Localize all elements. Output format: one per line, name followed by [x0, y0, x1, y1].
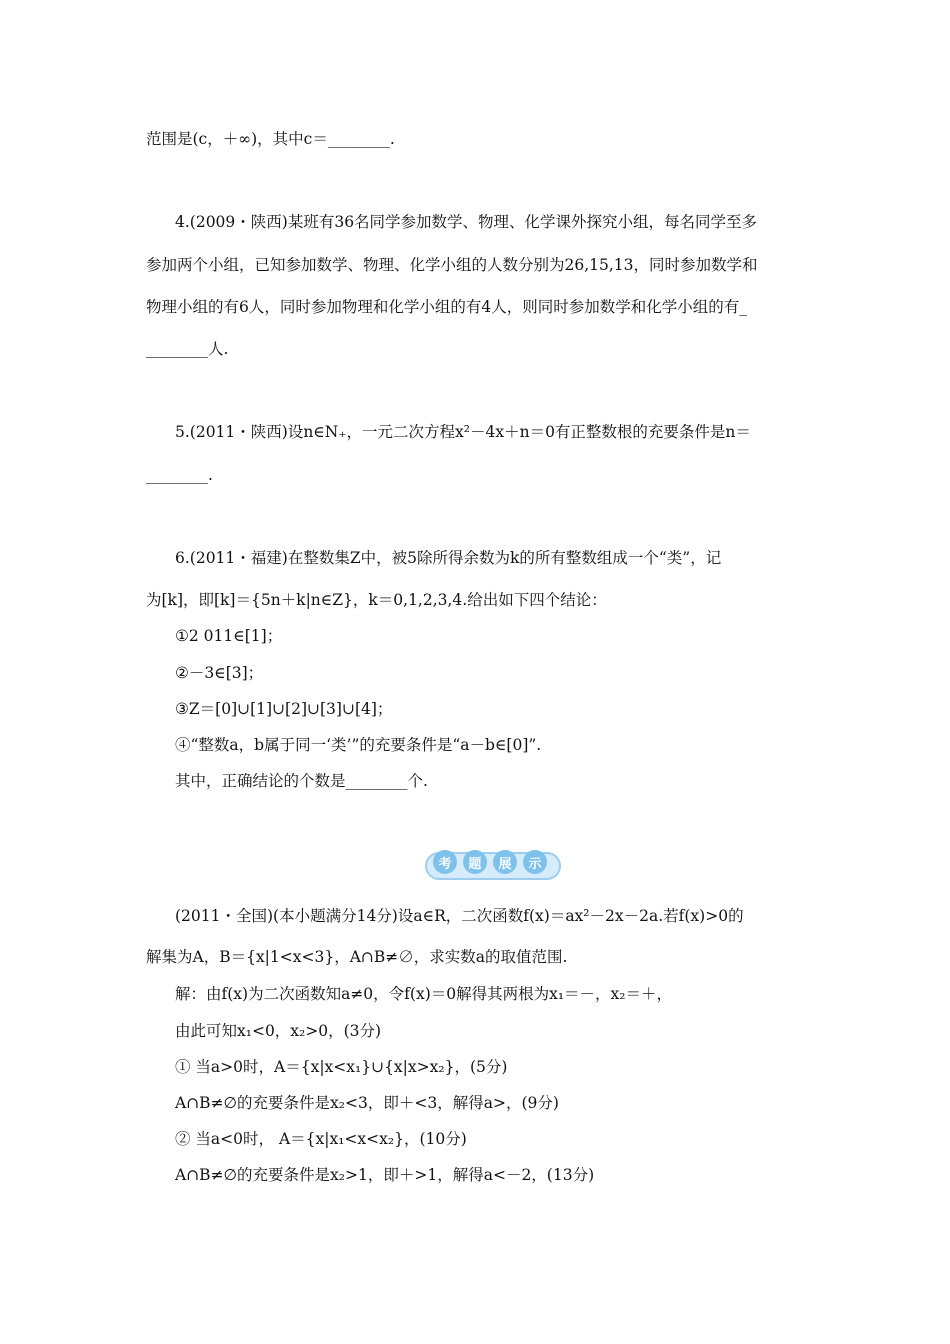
question-5-line: ________.: [146, 466, 213, 484]
question-6-option: ①2 011∈[1]；: [175, 627, 283, 645]
banner-char: 示: [523, 850, 547, 874]
question-4-line: ________人.: [146, 340, 229, 358]
question-5-line: 5.(2011・陕西)设n∈N₊，一元二次方程x²－4x＋n＝0有正整数根的充要条件是n＝: [175, 423, 751, 441]
question-4-line: 参加两个小组，已知参加数学、物理、化学小组的人数分别为26,15,13，同时参加数学和: [146, 256, 758, 274]
banner-char: 展: [493, 850, 517, 874]
question-4-line: 4.(2009・陕西)某班有36名同学参加数学、物理、化学课外探究小组，每名同学至多: [175, 213, 758, 231]
section-banner: [425, 846, 561, 884]
banner-chars: [433, 850, 547, 874]
question-6-line: 为[k]，即[k]＝{5n＋k|n∈Z}，k＝0,1,2,3,4.给出如下四个结论：: [146, 591, 607, 609]
question-6-line: 6.(2011・福建)在整数集Z中，被5除所得余数为k的所有整数组成一个“类”，记: [175, 549, 722, 567]
banner-char: 题: [463, 850, 487, 874]
solution-line: A∩B≠∅的充要条件是x₂>1，即＋>1，解得a<－2，(13分): [175, 1166, 595, 1184]
solution-line: 由此可知x₁<0，x₂>0，(3分): [175, 1022, 382, 1040]
question-6-option: ②－3∈[3]；: [175, 664, 264, 682]
question-6-option: ④“整数a，b属于同一‘类’”的充要条件是“a－b∈[0]”.: [175, 736, 542, 754]
example-line: (2011・全国)(本小题满分14分)设a∈R，二次函数f(x)＝ax²－2x－2a.若f(x)>0的: [175, 907, 744, 925]
banner-char: 考: [433, 850, 457, 874]
solution-line: ② 当a<0时， A＝{x|x₁<x<x₂}，(10分): [175, 1130, 467, 1148]
question-6-line: 其中，正确结论的个数是________个.: [175, 772, 428, 790]
solution-line: A∩B≠∅的充要条件是x₂<3，即＋<3，解得a>，(9分): [175, 1094, 559, 1112]
solution-line: ① 当a>0时，A＝{x|x<x₁}∪{x|x>x₂}，(5分): [175, 1058, 508, 1076]
text-line: 范围是(c，＋∞)，其中c＝________.: [146, 130, 395, 148]
question-4-line: 物理小组的有6人，同时参加物理和化学小组的有4人，则同时参加数学和化学小组的有_: [146, 298, 747, 316]
solution-line: 解：由f(x)为二次函数知a≠0，令f(x)＝0解得其两根为x₁＝－，x₂＝＋，: [175, 985, 673, 1003]
question-6-option: ③Z＝[0]∪[1]∪[2]∪[3]∪[4]；: [175, 700, 393, 718]
example-line: 解集为A，B＝{x|1<x<3}，A∩B≠∅，求实数a的取值范围.: [146, 948, 568, 966]
